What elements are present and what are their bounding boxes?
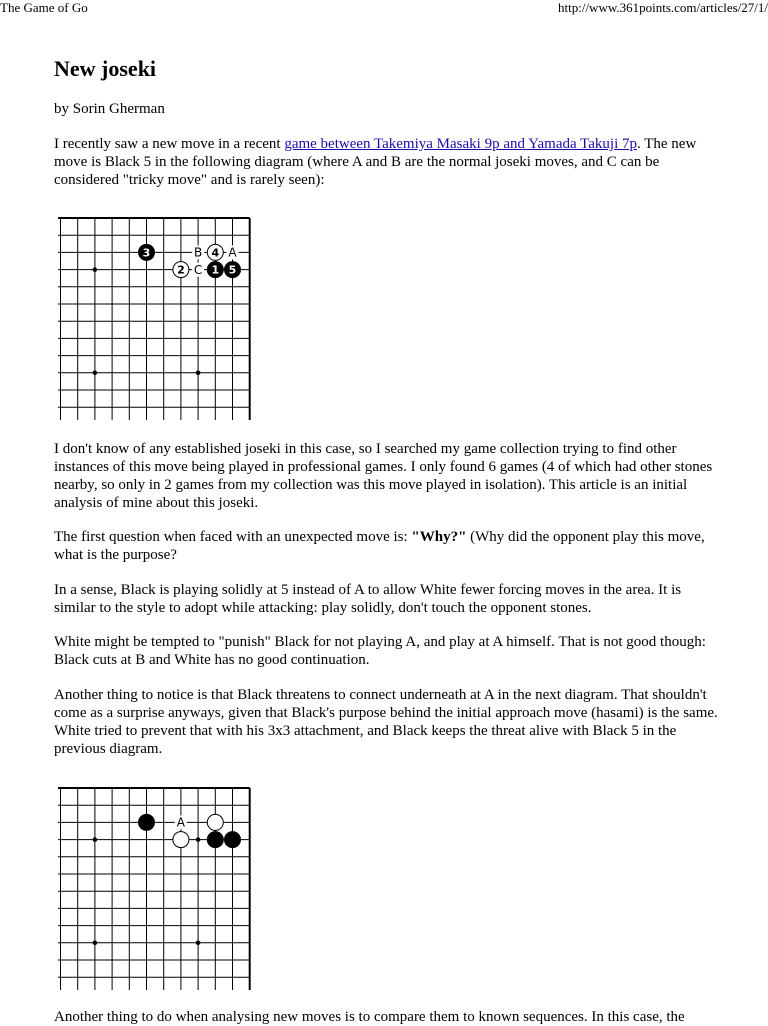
page-header [0, 0, 768, 16]
comparison-paragraph: Another thing to do when analysing new moves is to compare them to known sequences. In this case, the [54, 1009, 685, 1025]
threat-paragraph: Another thing to notice is that Black threatens to connect underneath at A in the next diagram. That shouldn't come as a surprise anyways, given that Black's purpose behind the initial approach move (hasami) is the same. White tried to prevent that with his 3x3 attachment, and Black keeps the threat alive with Black 5 in the previous diagram. [54, 687, 718, 757]
star-point [196, 371, 201, 376]
punish-paragraph: White might be tempted to "punish" Black for not playing A, and play at A himself. That is not good though: Black cuts at B and White has no good continuation. [54, 634, 706, 668]
stone-number-1: 1 [211, 263, 220, 277]
question-text-start: The first question when faced with an unexpected move is: [54, 529, 412, 545]
star-point [93, 837, 98, 842]
analysis-paragraph: I don't know of any established joseki in this case, so I searched my game collection trying to find other instances of this move being played in professional games. I only found 6 games (4 of which had other stones nearby, so only in 2 games from my collection was this move played in isolation). This article is an initial analysis of mine about this joseki. [54, 441, 713, 511]
article-title: New joseki [54, 56, 157, 81]
go-diagram-1 [58, 216, 268, 422]
intro-text-end: . The new move is Black 5 in the following diagram (where A and B are the normal joseki moves, and C can be considered "tricky move" and is rarely seen): [54, 136, 697, 188]
board-letter-b: B [193, 245, 203, 260]
star-point [196, 837, 201, 842]
stone-number-2: 2 [177, 263, 185, 277]
intro-paragraph [54, 135, 722, 189]
stone-number-3: 3 [142, 246, 151, 260]
black-stone [207, 832, 223, 848]
game-link[interactable]: game between Takemiya Masaki 9p and Yamada Takuji 7p [284, 136, 637, 152]
solid-play-paragraph: In a sense, Black is playing solidly at 5 instead of A to allow White fewer forcing moves in the area. It is similar to the style to adopt while attacking: play solidly, don't touch the opponent stones. [54, 582, 682, 616]
board-letter-a: A [228, 245, 237, 260]
stone-number-4: 4 [211, 246, 220, 260]
white-stone [207, 814, 223, 830]
black-stone [225, 832, 241, 848]
header-site-title: The Game of Go [0, 0, 88, 15]
question-paragraph [54, 528, 722, 564]
intro-text-start: I recently saw a new move in a recent [54, 136, 285, 152]
board-letter-c: C [193, 262, 203, 277]
article-byline: by Sorin Gherman [54, 101, 165, 117]
question-text-end: (Why did the opponent play this move, what is the purpose? [54, 529, 705, 563]
header-url: http://www.361points.com/articles/27/1/ [558, 0, 768, 15]
star-point [93, 267, 98, 272]
stone-number-5: 5 [228, 263, 237, 277]
black-stone [139, 814, 155, 830]
star-point [93, 371, 98, 376]
star-point [196, 941, 201, 946]
board-letter-a: A [176, 815, 186, 830]
white-stone [173, 832, 189, 848]
star-point [93, 941, 98, 946]
go-diagram-2 [58, 786, 268, 992]
why-emphasis: "Why?" [411, 529, 467, 545]
